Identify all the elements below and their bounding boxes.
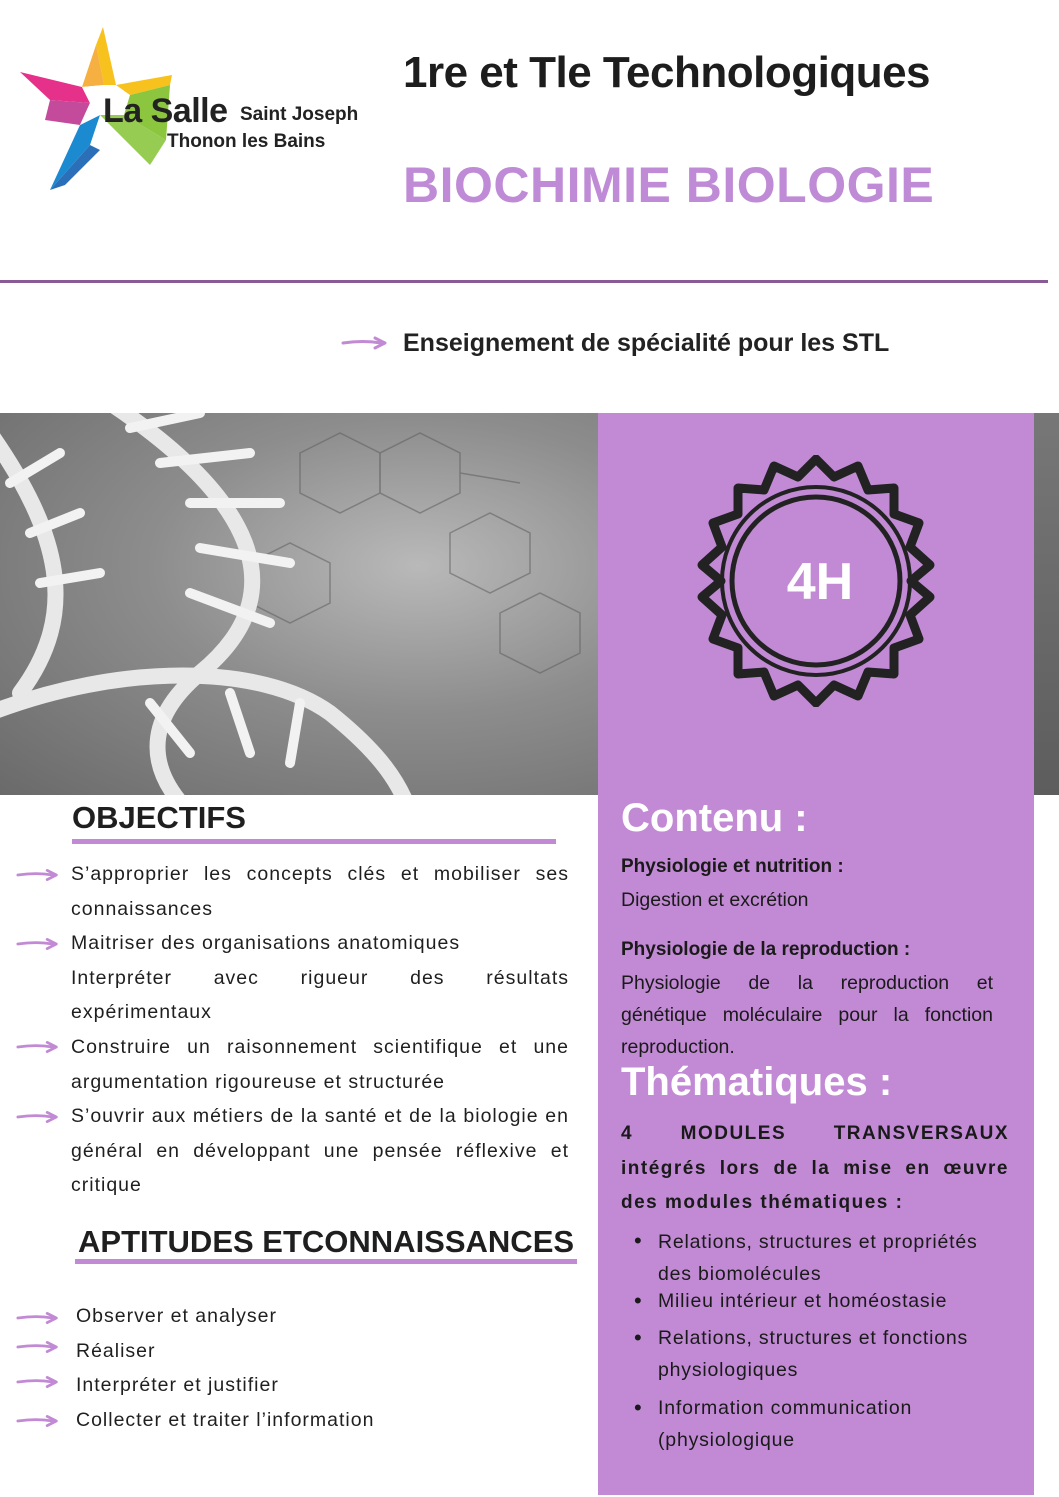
list-item: Maitriser des organisations anatomiques: [71, 932, 461, 955]
list-item: Milieu intérieur et homéostasie: [658, 1290, 948, 1312]
objectifs-heading: OBJECTIFS: [72, 800, 246, 835]
list-item: Observer et analyser: [76, 1305, 277, 1327]
aptitudes-heading: APTITUDES ETCONNAISSANCES: [78, 1224, 575, 1259]
list-item: S’approprier les concepts clés et mobiliser ses connaissances: [71, 863, 569, 920]
arrow-right-icon: [16, 1412, 60, 1430]
arrow-right-icon: [16, 935, 60, 953]
contenu-heading: Contenu :: [621, 796, 808, 840]
bullet-icon: •: [634, 1395, 642, 1420]
list-item: Relations, structures et fonctions physiologiques: [658, 1327, 969, 1381]
arrow-right-icon: [16, 1038, 60, 1056]
arrow-right-icon: [341, 333, 389, 353]
contenu-section-text: Digestion et excrétion: [621, 889, 809, 911]
thematiques-intro: 4 MODULES TRANSVERSAUX intégrés lors de la mise en œuvre des modules thématiques :: [621, 1123, 1009, 1214]
arrow-right-icon: [16, 1108, 60, 1126]
arrow-right-icon: [16, 866, 60, 884]
list-item: Interpréter avec rigueur des résultats expérimentaux: [71, 966, 569, 1024]
list-item: Interpréter et justifier: [76, 1374, 279, 1396]
arrow-right-icon: [16, 1309, 60, 1327]
arrow-right-icon: [16, 1373, 60, 1391]
contenu-section-title: Physiologie de la reproduction :: [621, 939, 911, 960]
logo-name: La Salle: [103, 92, 228, 130]
aptitudes-underline: [75, 1259, 577, 1264]
list-item: Relations, structures et propriétés des biomolécules: [658, 1231, 978, 1285]
hours-value: 4H: [786, 553, 854, 611]
list-item: Construire un raisonnement scientifique et une argumentation rigoureuse et structurée: [71, 1035, 569, 1093]
bullet-icon: •: [634, 1228, 642, 1253]
bullet-icon: •: [634, 1288, 642, 1313]
header-divider: [0, 280, 1048, 283]
subtitle: Enseignement de spécialité pour les STL: [403, 329, 890, 357]
contenu-section-text: Physiologie de la reproduction et génétique moléculaire pour la fonction reproduction.: [621, 972, 993, 1058]
thematiques-heading: Thématiques :: [621, 1060, 893, 1104]
level-title: 1re et Tle Technologiques: [403, 48, 931, 97]
contenu-section-title: Physiologie et nutrition :: [621, 856, 844, 877]
list-item: Réaliser: [76, 1340, 156, 1362]
list-item: Information communication (physiologique: [658, 1397, 913, 1451]
image-edge: [1034, 413, 1059, 795]
dna-image: [0, 413, 598, 795]
logo-line-3: Thonon les Bains: [167, 131, 326, 152]
list-item: S’ouvrir aux métiers de la santé et de la biologie en général en développant une pensée réflexive et critique: [71, 1105, 569, 1197]
list-item: Collecter et traiter l’information: [76, 1409, 375, 1431]
logo-line-2: Saint Joseph: [240, 104, 359, 125]
arrow-right-icon: [16, 1338, 60, 1356]
page-title: BIOCHIMIE BIOLOGIE: [403, 157, 935, 213]
objectifs-underline: [72, 839, 556, 844]
objectifs-list: [71, 857, 569, 1203]
bullet-icon: •: [634, 1325, 642, 1350]
